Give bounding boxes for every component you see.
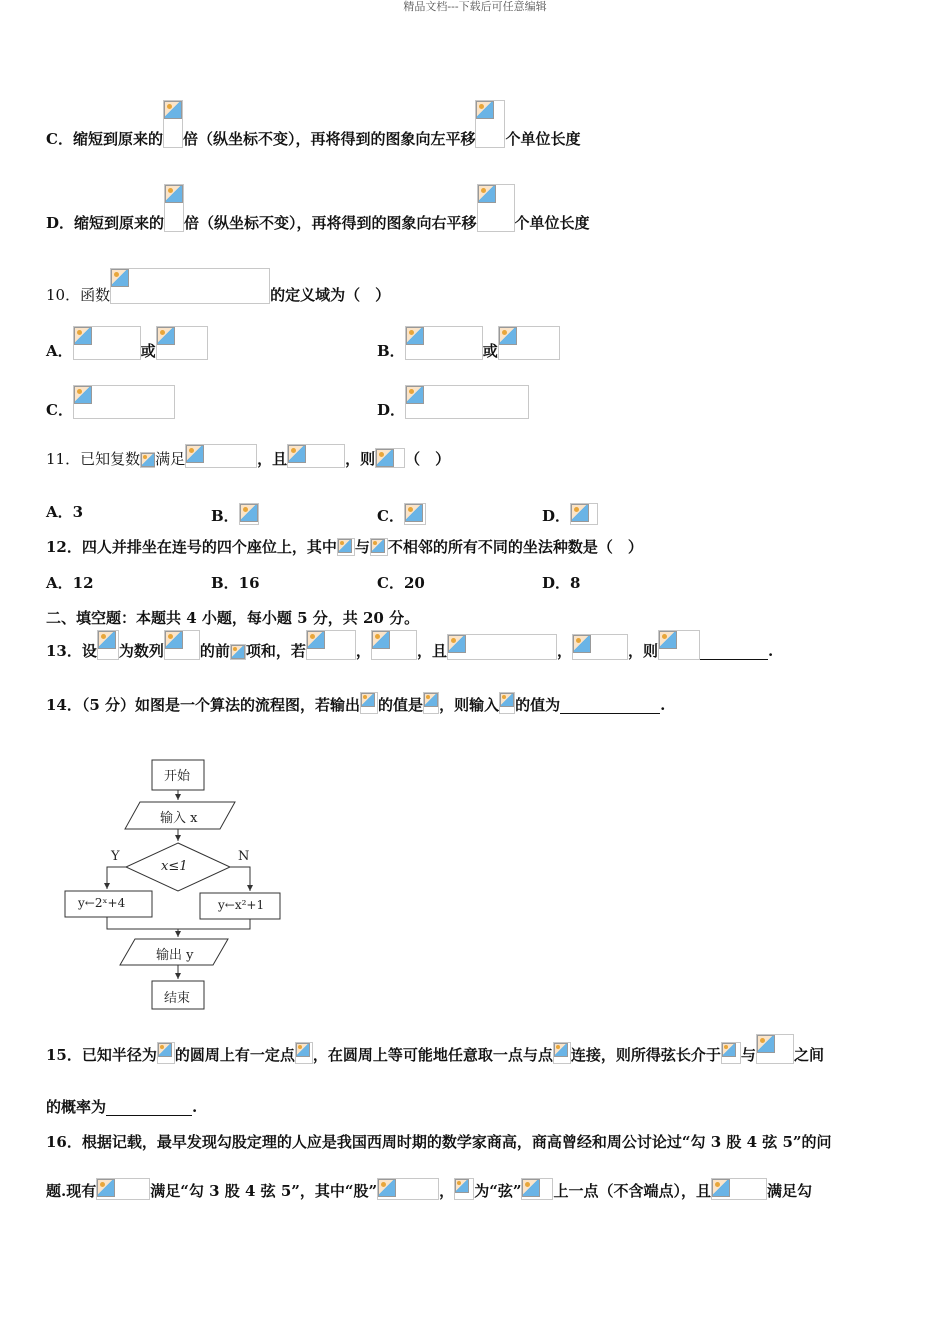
flow-start-label: 开始 (164, 769, 191, 784)
formula-image-icon (756, 1034, 794, 1064)
q14-stem (46, 692, 665, 714)
q15-text4: 与 (740, 1046, 756, 1064)
q12-text1: 12．四人并排坐在连号的四个座位上，其中 (46, 538, 337, 556)
q10-option-c (46, 385, 175, 419)
flow-output-label: 输出 y (156, 948, 194, 963)
formula-image-icon (140, 452, 155, 468)
q10-text1: 的定义域为（ ） (270, 286, 391, 304)
formula-image-icon (721, 1042, 741, 1064)
formula-image-icon (164, 630, 200, 660)
q10-option-d (377, 385, 529, 419)
formula-image-icon (239, 503, 259, 525)
flow-left-box-label: y←2ˣ+4 (78, 896, 126, 910)
q12-stem (46, 538, 643, 556)
q11-c-label: C． (377, 507, 404, 525)
formula-image-icon (475, 100, 505, 148)
formula-image-icon (521, 1178, 553, 1200)
section-heading: 二、填空题：本题共 4 小题，每小题 5 分，共 20 分。 (46, 609, 420, 627)
q16-text4: 为“弦” (474, 1182, 522, 1200)
formula-image-icon (306, 630, 356, 660)
formula-image-icon (375, 448, 405, 468)
flow-cond-label: x≤1 (161, 859, 188, 874)
q10-d-label: D． (377, 401, 406, 419)
q10-b-label: B． (377, 342, 405, 360)
answer-blank (106, 1101, 192, 1116)
formula-image-icon (110, 268, 270, 304)
formula-image-icon (498, 326, 560, 360)
q10-b-or: 或 (482, 342, 498, 360)
q10-option-b (377, 326, 560, 360)
q11-num: 11．已知复数 (46, 450, 141, 468)
q9-d-text3: 个单位长度 (514, 214, 590, 232)
formula-image-icon (157, 1042, 175, 1064)
flow-end-label: 结束 (164, 991, 191, 1006)
q11-d-label: D． (542, 507, 571, 525)
formula-image-icon (163, 100, 183, 148)
formula-image-icon (73, 385, 175, 419)
q11-option-a: A．3 (46, 503, 84, 521)
q11-option-d (542, 503, 598, 525)
q13-text2: 的前 (199, 642, 230, 660)
formula-image-icon (377, 1178, 439, 1200)
q15-stem (46, 1034, 824, 1064)
formula-image-icon (447, 634, 557, 660)
formula-image-icon (96, 1178, 150, 1200)
q12-option-a: A．12 (46, 574, 94, 592)
q13-text7: ，则 (627, 642, 658, 660)
formula-image-icon (570, 503, 598, 525)
formula-image-icon (156, 326, 208, 360)
q14-text4: . (660, 696, 666, 714)
q16-text1: 题.现有 (46, 1182, 97, 1200)
q9-c-text2: 倍（纵坐标不变），再将得到的图象向左平移 (182, 130, 476, 148)
q11-stem (46, 444, 450, 468)
q16-line1: 16．根据记载，最早发现勾股定理的人应是我国西周时期的数学家商高，商高曾经和周公讨论过“勾 3 股 4 弦 5”的问 (46, 1133, 832, 1151)
q11-b-label: B． (211, 507, 239, 525)
q9-d-text2: 倍（纵坐标不变），再将得到的图象向右平移 (184, 214, 477, 232)
q15-text7: . (192, 1098, 198, 1116)
formula-image-icon (405, 385, 529, 419)
q9-c-text1: 缩短到原来的 (72, 130, 163, 148)
flow-right-box-label: y←x²+1 (218, 898, 265, 912)
q10-option-a (46, 326, 208, 360)
q15-text1: 的圆周上有一定点 (174, 1046, 295, 1064)
answer-blank (560, 699, 660, 714)
q14-text1: 的值是 (378, 696, 424, 714)
formula-image-icon (97, 630, 119, 660)
q15-text5: 之间 (793, 1046, 824, 1064)
q10-c-label: C． (46, 401, 73, 419)
q12-option-d: D．8 (542, 574, 581, 592)
q16-text6: 满足勾 (766, 1182, 812, 1200)
formula-image-icon (73, 326, 141, 360)
q10-num: 10．函数 (46, 286, 111, 304)
formula-image-icon (572, 634, 628, 660)
formula-image-icon (287, 444, 345, 468)
formula-image-icon (405, 326, 483, 360)
formula-image-icon (230, 644, 246, 660)
q15-line2 (46, 1098, 197, 1116)
q10-a-or: 或 (140, 342, 156, 360)
formula-image-icon (404, 503, 426, 525)
q12-text2: 与 (354, 538, 370, 556)
q13-text4: ， (355, 642, 371, 660)
formula-image-icon (164, 184, 184, 232)
q12-text3: 不相邻的所有不同的坐法种数是（ ） (387, 538, 643, 556)
q15-num: 15．已知半径为 (46, 1046, 157, 1064)
formula-image-icon (477, 184, 515, 232)
q15-text3: 连接，则所得弦长介于 (570, 1046, 721, 1064)
formula-image-icon (371, 630, 417, 660)
q16-text5: 上一点（不含端点），且 (553, 1182, 711, 1200)
q12-option-b: B．16 (211, 574, 260, 592)
q9-d-label: D． (46, 214, 75, 232)
formula-image-icon (499, 692, 515, 714)
flow-no-label: N (238, 849, 250, 864)
q16-line2 (46, 1178, 812, 1200)
flowchart-graphic (60, 755, 290, 1015)
q13-text3: 项和，若 (245, 642, 306, 660)
q12-option-c: C．20 (377, 574, 425, 592)
q13-text5: ，且 (416, 642, 447, 660)
q13-stem (46, 630, 773, 660)
q13-text1: 为数列 (118, 642, 164, 660)
q14-text2: ，则输入 (439, 696, 500, 714)
formula-image-icon (454, 1178, 474, 1200)
formula-image-icon (553, 1042, 571, 1064)
formula-image-icon (295, 1042, 313, 1064)
answer-blank (700, 645, 768, 660)
formula-image-icon (370, 538, 388, 556)
q15-text6: 的概率为 (46, 1098, 107, 1116)
q10-stem (46, 268, 390, 304)
q9-option-c (46, 100, 581, 148)
q13-text8: . (767, 642, 774, 660)
flowchart (60, 755, 290, 1015)
q9-c-text3: 个单位长度 (505, 130, 581, 148)
formula-image-icon (711, 1178, 767, 1200)
q14-num: 14．（5 分）如图是一个算法的流程图，若输出 (46, 696, 361, 714)
flow-input-label: 输入 x (160, 811, 198, 826)
q15-text2: ，在圆周上等可能地任意取一点与点 (312, 1046, 553, 1064)
q11-text2: ，且 (257, 450, 288, 468)
q11-option-b (211, 503, 259, 525)
formula-image-icon (658, 630, 700, 660)
flow-yes-label: Y (111, 849, 120, 864)
q9-d-text1: 缩短到原来的 (74, 214, 165, 232)
q10-a-label: A． (46, 342, 73, 360)
q16-text3: ， (439, 1182, 455, 1200)
q14-text3: 的值为 (515, 696, 561, 714)
formula-image-icon (360, 692, 378, 714)
q11-option-c (377, 503, 426, 525)
q11-text3: ，则 (345, 450, 376, 468)
q11-text1: 满足 (155, 450, 186, 468)
q11-text4: （ ） (405, 450, 451, 468)
formula-image-icon (337, 538, 355, 556)
q13-num: 13．设 (46, 642, 97, 660)
q16-text2: 满足“勾 3 股 4 弦 5”，其中“股” (150, 1182, 378, 1200)
formula-image-icon (423, 692, 439, 714)
page-header: 精品文档---下载后可任意编辑 (403, 0, 547, 13)
formula-image-icon (185, 444, 257, 468)
q9-c-label: C． (46, 130, 73, 148)
q9-option-d (46, 184, 590, 232)
q13-text6: ， (556, 642, 572, 660)
